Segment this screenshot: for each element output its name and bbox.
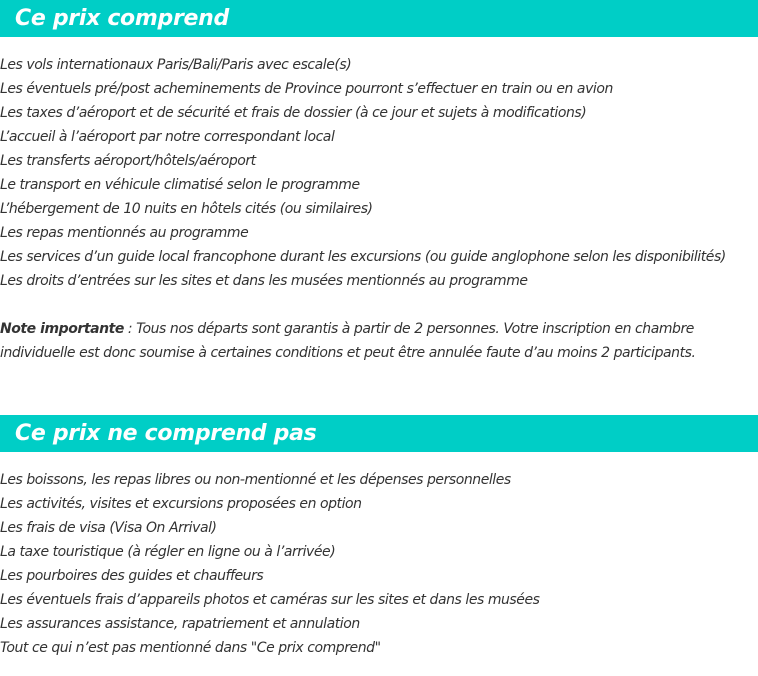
- list-item: Les éventuels frais d’appareils photos et caméras sur les sites et dans les musées: [0, 592, 540, 608]
- excludes-section-header: [0, 415, 758, 452]
- excludes-title: Ce prix ne comprend pas: [15, 421, 317, 446]
- list-item: Les repas mentionnés au programme: [0, 225, 249, 241]
- list-item: Les pourboires des guides et chauffeurs: [0, 568, 264, 584]
- list-item: Les frais de visa (Visa On Arrival): [0, 520, 217, 536]
- list-item: Le transport en véhicule climatisé selon le programme: [0, 177, 360, 193]
- list-item: La taxe touristique (à régler en ligne ou à l’arrivée): [0, 544, 336, 560]
- list-item: Tout ce qui n’est pas mentionné dans "Ce prix comprend": [0, 640, 381, 656]
- list-item: L’hébergement de 10 nuits en hôtels cités (ou similaires): [0, 201, 373, 217]
- list-item: Les activités, visites et excursions proposées en option: [0, 496, 362, 512]
- note-label: Note importante: [0, 321, 124, 337]
- list-item: Les droits d’entrées sur les sites et dans les musées mentionnés au programme: [0, 273, 528, 289]
- list-item: Les vols internationaux Paris/Bali/Paris avec escale(s): [0, 57, 352, 73]
- list-item: Les transferts aéroport/hôtels/aéroport: [0, 153, 256, 169]
- list-item: L’accueil à l’aéroport par notre correspondant local: [0, 129, 335, 145]
- excludes-list: [0, 468, 758, 660]
- includes-list: [0, 53, 758, 293]
- note-text: : Tous nos départs sont garantis à partir de 2 personnes. Votre inscription en chambre individuelle est donc soumise à certaines conditions et peut être annulée faute d’au moins 2 participants.: [0, 321, 696, 361]
- list-item: Les assurances assistance, rapatriement et annulation: [0, 616, 360, 632]
- list-item: Les boissons, les repas libres ou non-mentionné et les dépenses personnelles: [0, 472, 511, 488]
- important-note: [0, 317, 758, 365]
- list-item: Les services d’un guide local francophone durant les excursions (ou guide anglophone selon les disponibilités): [0, 249, 726, 265]
- includes-title: Ce prix comprend: [15, 6, 229, 31]
- list-item: Les taxes d’aéroport et de sécurité et frais de dossier (à ce jour et sujets à modifications): [0, 105, 587, 121]
- list-item: Les éventuels pré/post acheminements de Province pourront s’effectuer en train ou en avion: [0, 81, 613, 97]
- includes-section-header: [0, 0, 758, 37]
